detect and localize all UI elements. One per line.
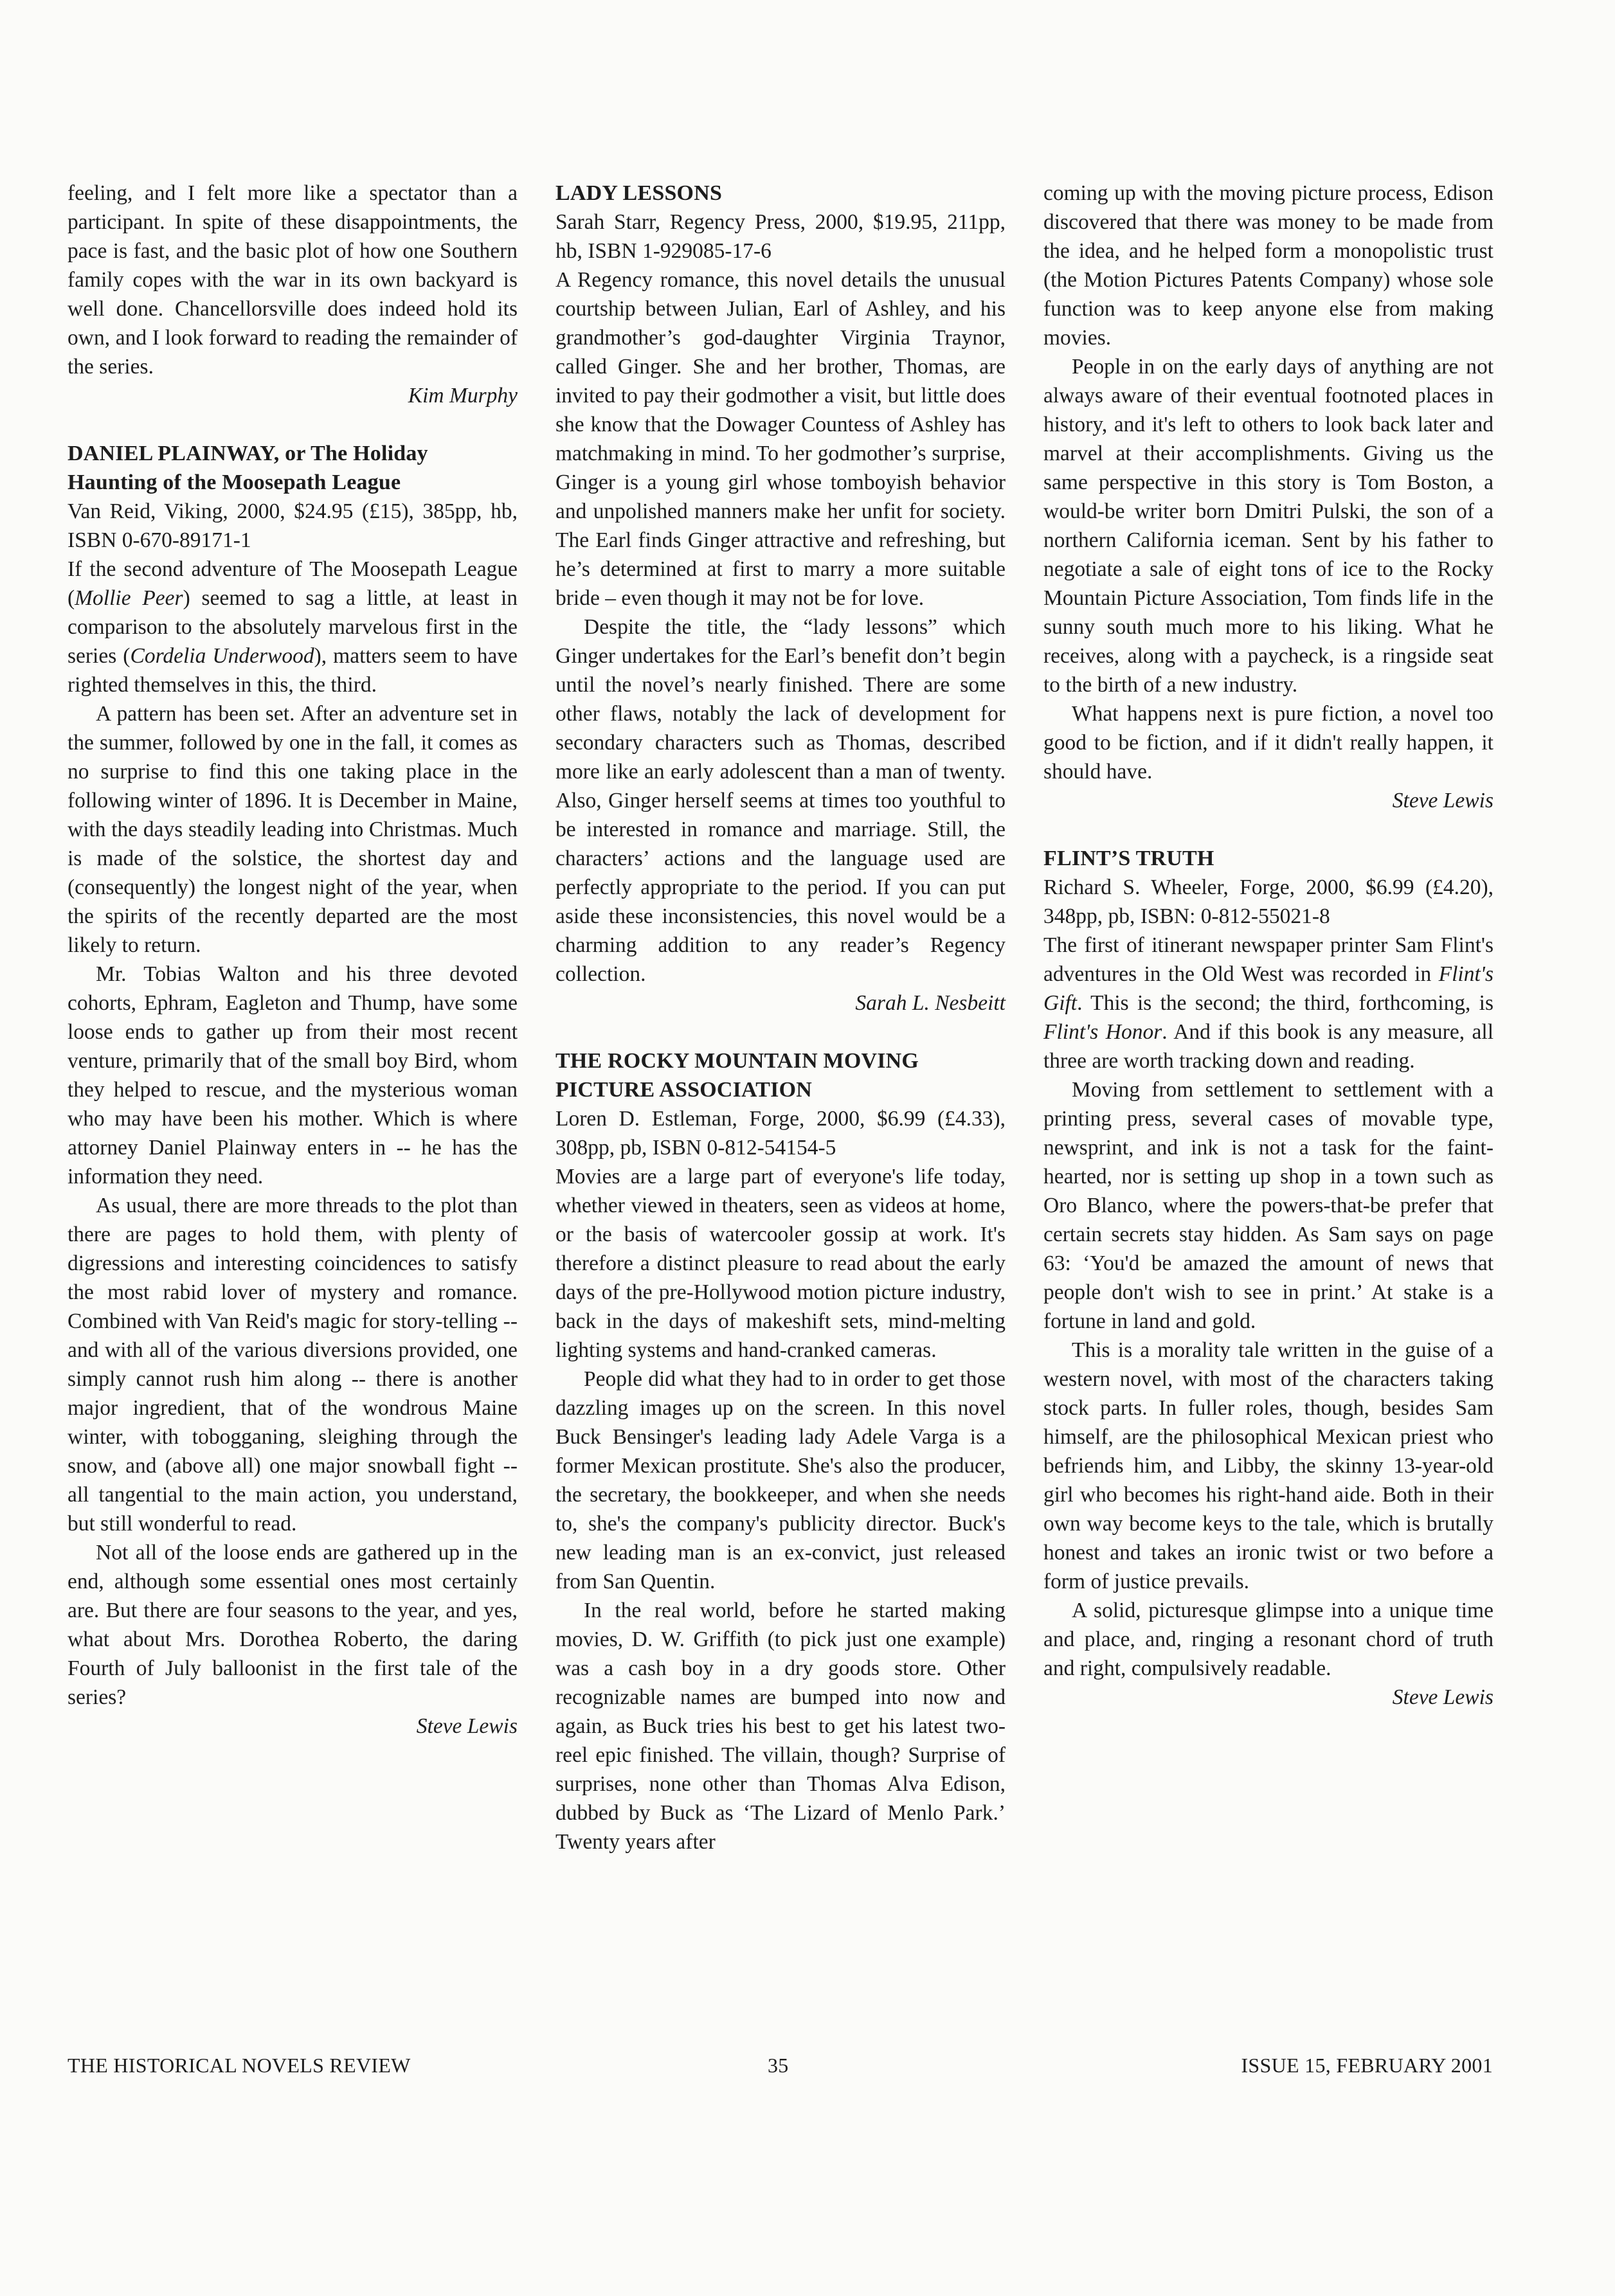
reviewer-name: Steve Lewis	[1392, 789, 1493, 812]
review-paragraph: In the real world, before he started making movies, D. W. Griffith (to pick just one example) was a cash boy in a dry goods store. Other recognizable names are bumped into now and again, as Buck tries his best to get his latest two-reel epic finished. The villain, though? Surprise of surprises, none other than Thomas Alva Edison, dubbed by Buck as ‘The Lizard of Menlo Park.’ Twenty years after	[555, 1599, 1006, 1854]
review-paragraph: People in on the early days of anything are not always aware of their eventual footnoted places in history, and it's left to others to look back later and marvel at their accomplishments. Giving us the same perspective in this story is Tom Boston, a would-be writer born Dmitri Pulski, the son of a northern California iceman. Sent by his father to negotiate a sale of eight tons of ice to the Rocky Mountain Picture Association, Tom finds life in the sunny south much more to his liking. What he receives, along with a paycheck, is a ringside seat to the birth of a new industry.	[1043, 355, 1493, 697]
review-paragraph: A Regency romance, this novel details the unusual courtship between Julian, Earl of Ashley, and his grandmother’s god-daughter Virginia Traynor, called Ginger. She and her brother, Thomas, are invited to pay their godmother a visit, but little does she know that the Dowager Countess of Ashley has matchmaking in mind. To her godmother’s surprise, Ginger is a young girl whose tomboyish behavior and unpolished manners make her unfit for society. The Earl finds Ginger attractive and refreshing, but he’s determined at first to marry a more suitable bride – even though it may not be for love.	[555, 268, 1006, 610]
footer-issue: ISSUE 15, FEBRUARY 2001	[1241, 2054, 1493, 2077]
continued-review-text: feeling, and I felt more like a spectator than a participant. In spite of these disappointments, the pace is fast, and the basic plot of how one Southern family copes with the war in its own backyard is well done. Chancellorsville does indeed hold its own, and I look forward to reading the remainder of the series.	[68, 181, 518, 379]
review-title-lady-lessons: LADY LESSONS	[555, 181, 723, 205]
review-title-rocky-mountain: THE ROCKY MOUNTAIN MOVING PICTURE ASSOCIATION	[555, 1049, 919, 1102]
column-middle	[555, 179, 1006, 1856]
review-paragraph: People did what they had to in order to get those dazzling images up on the screen. In this novel Buck Bensinger's leading lady Adele Varga is a former Mexican prostitute. She's also the producer, the secretary, the bookkeeper, and when she needs to, she's the company's publicity director. Buck's new leading man is an ex-convict, just released from San Quentin.	[555, 1367, 1006, 1593]
column-left	[68, 179, 518, 1741]
review-paragraph: Movies are a large part of everyone's life today, whether viewed in theaters, seen as videos at home, or the basis of watercooler gossip at work. It's therefore a distinct pleasure to read about the early days of the pre-Hollywood motion picture industry, back in the days of makeshift sets, mind-melting lighting systems and hand-cranked cameras.	[555, 1165, 1006, 1362]
page-number: 35	[768, 2054, 789, 2077]
review-paragraph: Not all of the loose ends are gathered up in the end, although some essential ones most certainly are. But there are four seasons to the year, and yes, what about Mrs. Dorothea Roberto, the daring Fourth of July balloonist in the first tale of the series?	[68, 1541, 518, 1709]
review-paragraph: The first of itinerant newspaper printer Sam Flint's adventures in the Old West was recorded in Flint's Gift. This is the second; the third, forthcoming, is Flint's Honor. And if this book is any measure, all three are worth tracking down and reading.	[1043, 933, 1494, 1073]
review-paragraph: What happens next is pure fiction, a novel too good to be fiction, and if it didn't really happen, it should have.	[1043, 702, 1493, 784]
reviewer-name: Sarah L. Nesbeitt	[855, 991, 1006, 1015]
reviewer-name: Kim Murphy	[408, 384, 518, 408]
review-paragraph: This is a morality tale written in the guise of a western novel, with most of the characters taking stock parts. In fuller roles, though, besides Sam himself, are the philosophical Mexican priest who befriends him, and Libby, the skinny 13-year-old girl who becomes his right-hand aide. Both in their own way become keys to the tale, which is brutally honest and takes an ironic twist or two before a form of justice prevails.	[1043, 1338, 1493, 1593]
review-paragraph: Moving from settlement to settlement with a printing press, several cases of movable type, newsprint, and ink is not a task for the faint-hearted, nor is setting up shop in a town such as Oro Blanco, where the powers-that-be prefer that certain secrets stay hidden. As Sam says on page 63: ‘You'd be amazed the amount of news that people don't wish to see in print.’ At stake is a fortune in land and gold.	[1043, 1078, 1493, 1333]
review-biblio: Van Reid, Viking, 2000, $24.95 (£15), 385pp, hb, ISBN 0-670-89171-1	[68, 499, 518, 552]
review-paragraph: Despite the title, the “lady lessons” which Ginger undertakes for the Earl’s benefit don’t begin until the novel’s nearly finished. There are some other flaws, notably the lack of development for secondary characters such as Thomas, described more like an early adolescent than a man of twenty. Also, Ginger herself seems at times too youthful to be interested in romance and marriage. Still, the characters’ actions and the language used are perfectly appropriate to the period. If you can put aside these inconsistencies, this novel would be a charming addition to any reader’s Regency collection.	[555, 615, 1006, 986]
review-paragraph: A solid, picturesque glimpse into a unique time and place, and, ringing a resonant chord of truth and right, compulsively readable.	[1043, 1599, 1493, 1680]
review-title-daniel-plainway: DANIEL PLAINWAY, or The Holiday Haunting of the Moosepath League	[68, 442, 428, 494]
footer-publication-name: THE HISTORICAL NOVELS REVIEW	[68, 2054, 411, 2077]
reviewer-name: Steve Lewis	[416, 1714, 518, 1738]
review-paragraph: Mr. Tobias Walton and his three devoted cohorts, Ephram, Eagleton and Thump, have some loose ends to gather up from their most recent venture, primarily that of the small boy Bird, whom they helped to rescue, and the mysterious woman who may have been his mother. Which is where attorney Daniel Plainway enters in -- he has the information they need.	[68, 962, 518, 1188]
column-right	[1043, 179, 1493, 1712]
review-biblio: Sarah Starr, Regency Press, 2000, $19.95, 211pp, hb, ISBN 1-929085-17-6	[555, 210, 1006, 263]
review-paragraph: As usual, there are more threads to the plot than there are pages to hold them, with plenty of digressions and interesting coincidences to satisfy the most rabid lover of mystery and romance. Combined with Van Reid's magic for story-telling -- and with all of the various diversions provided, one simply cannot rush him along -- there is another major ingredient, that of the wondrous Maine winter, with tobogganing, sleighing through the snow, and (above all) one major snowball fight -- all tangential to the main action, you understand, but still wonderful to read.	[68, 1194, 518, 1536]
review-title-flints-truth: FLINT’S TRUTH	[1043, 847, 1214, 870]
review-biblio: Loren D. Estleman, Forge, 2000, $6.99 (£4.33), 308pp, pb, ISBN 0-812-54154-5	[555, 1107, 1006, 1160]
review-paragraph: If the second adventure of The Moosepath League (Mollie Peer) seemed to sag a little, at least in comparison to the absolutely marvelous first in the series (Cordelia Underwood), matters seem to have righted themselves in this, the third.	[68, 557, 518, 697]
review-paragraph: coming up with the moving picture process, Edison discovered that there was money to be made from the idea, and he helped form a monopolistic trust (the Motion Pictures Patents Company) whose sole function was to keep anyone else from making movies.	[1043, 181, 1493, 350]
review-paragraph: A pattern has been set. After an adventure set in the summer, followed by one in the fall, it comes as no surprise to find this one taking place in the following winter of 1896. It is December in Maine, with the days steadily leading into Christmas. Much is made of the solstice, the shortest day and (consequently) the longest night of the year, when the spirits of the recently departed are the most likely to return.	[68, 702, 518, 957]
reviewer-name: Steve Lewis	[1392, 1685, 1493, 1709]
review-biblio: Richard S. Wheeler, Forge, 2000, $6.99 (£4.20), 348pp, pb, ISBN: 0-812-55021-8	[1043, 875, 1493, 928]
